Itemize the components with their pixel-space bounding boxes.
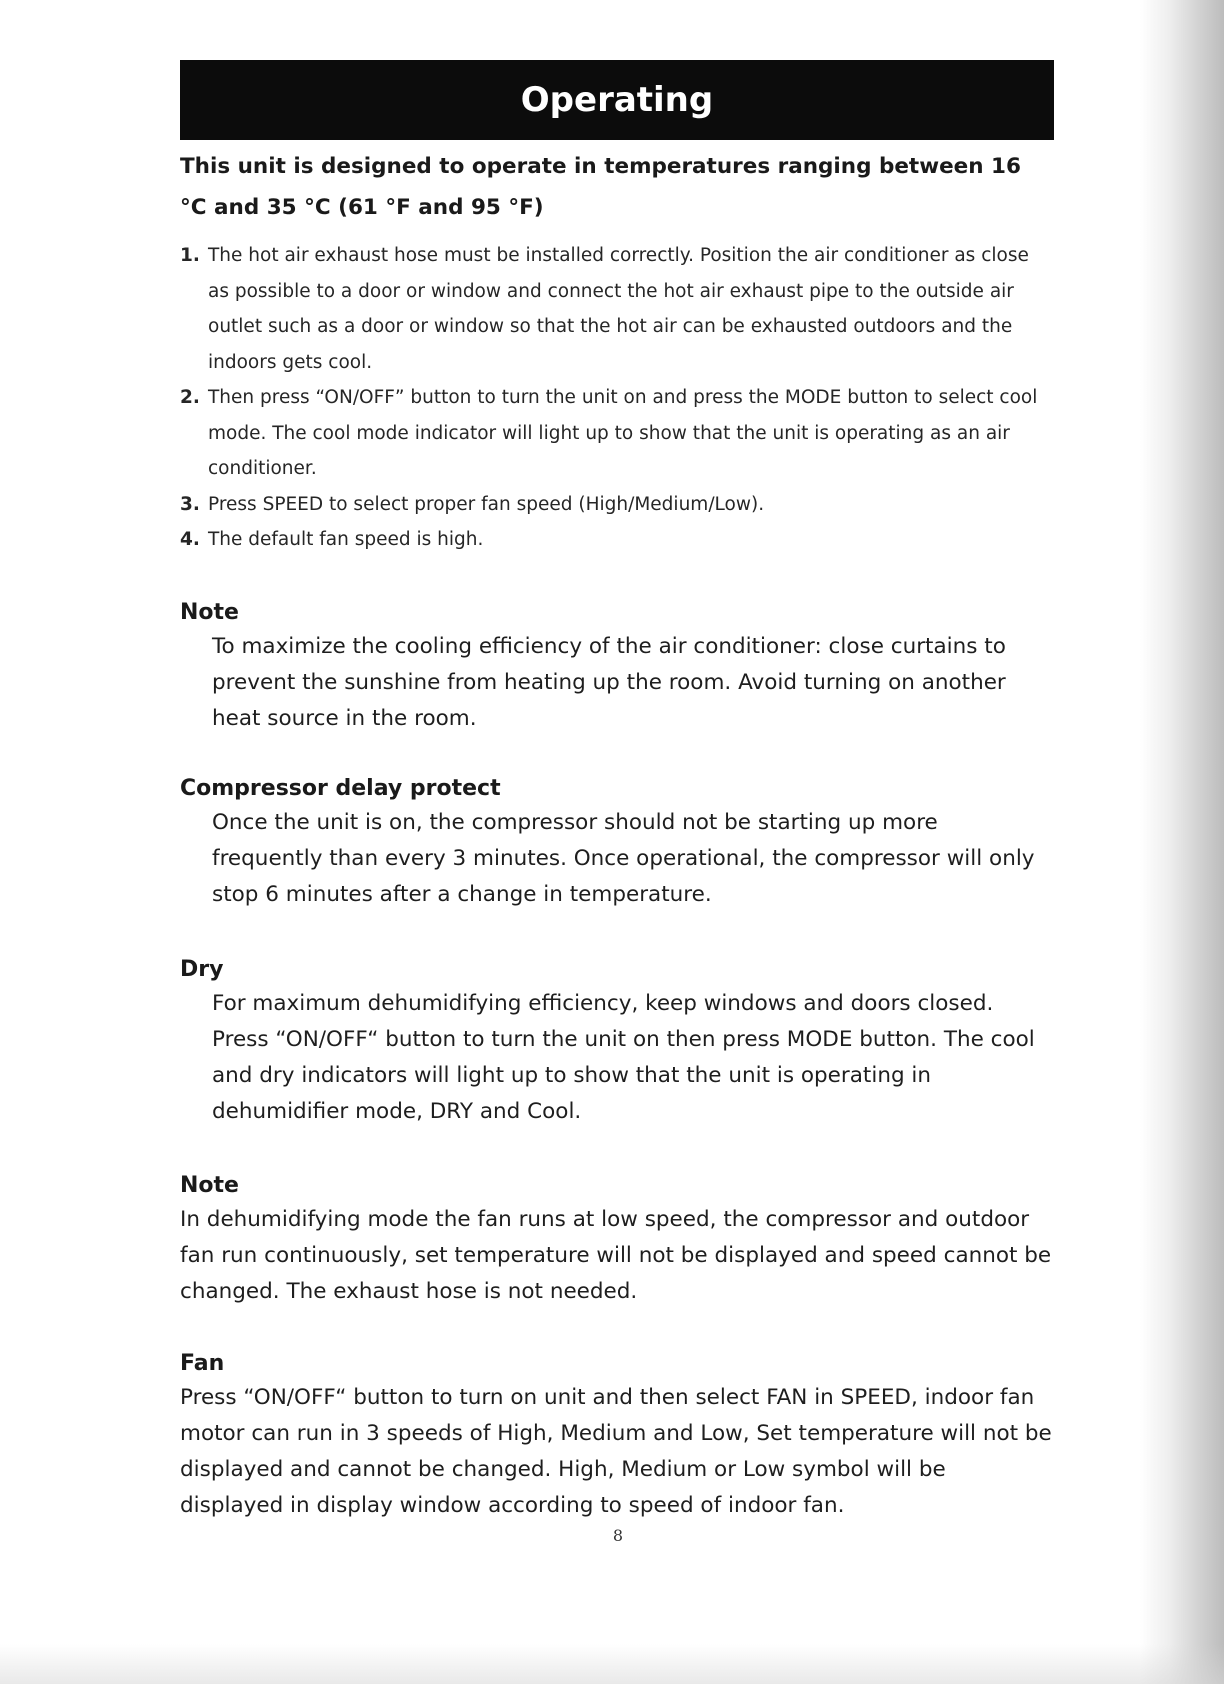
step-number: 3. xyxy=(180,493,200,515)
step-number: 1. xyxy=(180,245,200,266)
step-text: Then press “ON/OFF” button to turn the unit on and press the MODE button to select cool mode. The cool mode indicator will light up to show that the unit is operating as an air conditioner. xyxy=(208,387,1038,479)
list-item xyxy=(180,522,1054,558)
manual-page xyxy=(180,60,1054,1524)
compressor-heading: Compressor delay protect xyxy=(180,775,501,801)
page-number: 8 xyxy=(612,1526,624,1545)
page-title: Operating xyxy=(520,80,714,120)
note-heading: Note xyxy=(180,599,239,625)
page-title-banner xyxy=(180,60,1054,140)
step-text: The default fan speed is high. xyxy=(208,529,484,550)
step-text: The hot air exhaust hose must be installed correctly. Position the air conditioner as close as possible to a door or window and connect the hot air exhaust pipe to the outside air outlet such as a door or window so that the hot air can be exhausted outdoors and the indoors gets cool. xyxy=(208,245,1029,373)
fan-section xyxy=(180,1348,1054,1524)
steps-list xyxy=(180,238,1054,558)
dry-heading: Dry xyxy=(180,956,224,982)
note-text: To maximize the cooling efficiency of the air conditioner: close curtains to prevent the sunshine from heating up the room. Avoid turning on another heat source in the room. xyxy=(212,633,1006,731)
list-item xyxy=(180,238,1054,380)
list-item xyxy=(180,380,1054,487)
page-bottom-shadow xyxy=(0,1644,1224,1684)
step-text: Press SPEED to select proper fan speed (High/Medium/Low). xyxy=(208,493,765,515)
list-item xyxy=(180,487,1054,523)
dry-section xyxy=(180,954,1054,1130)
page-edge-shadow xyxy=(1140,0,1224,1684)
step-number: 4. xyxy=(180,529,200,550)
dehumidify-note-section xyxy=(180,1170,1054,1310)
dry-text: For maximum dehumidifying efficiency, keep windows and doors closed. Press “ON/OFF“ button to turn the unit on then press MODE button. The cool and dry indicators will light up to show that the unit is operating in dehumidifier mode, DRY and Cool. xyxy=(212,990,1035,1124)
dehumidify-note-heading: Note xyxy=(180,1172,239,1198)
dehumidify-note-text: In dehumidifying mode the fan runs at low speed, the compressor and outdoor fan run continuously, set temperature will not be displayed and speed cannot be changed. The exhaust hose is not needed. xyxy=(180,1206,1052,1304)
note-section xyxy=(180,597,1054,737)
compressor-text: Once the unit is on, the compressor should not be starting up more frequently than every 3 minutes. Once operational, the compressor will only stop 6 minutes after a change in temperature. xyxy=(212,809,1035,907)
step-number: 2. xyxy=(180,387,200,408)
fan-text: Press “ON/OFF“ button to turn on unit and then select FAN in SPEED, indoor fan motor can run in 3 speeds of High, Medium and Low, Set temperature will not be displayed and cannot be changed. High, Medium or Low symbol will be displayed in display window according to speed of indoor fan. xyxy=(180,1384,1052,1518)
intro-text: This unit is designed to operate in temperatures ranging between 16 °C and 35 °C (61 °F and 95 °F) xyxy=(180,154,1021,220)
fan-heading: Fan xyxy=(180,1350,225,1376)
compressor-section xyxy=(180,773,1054,913)
